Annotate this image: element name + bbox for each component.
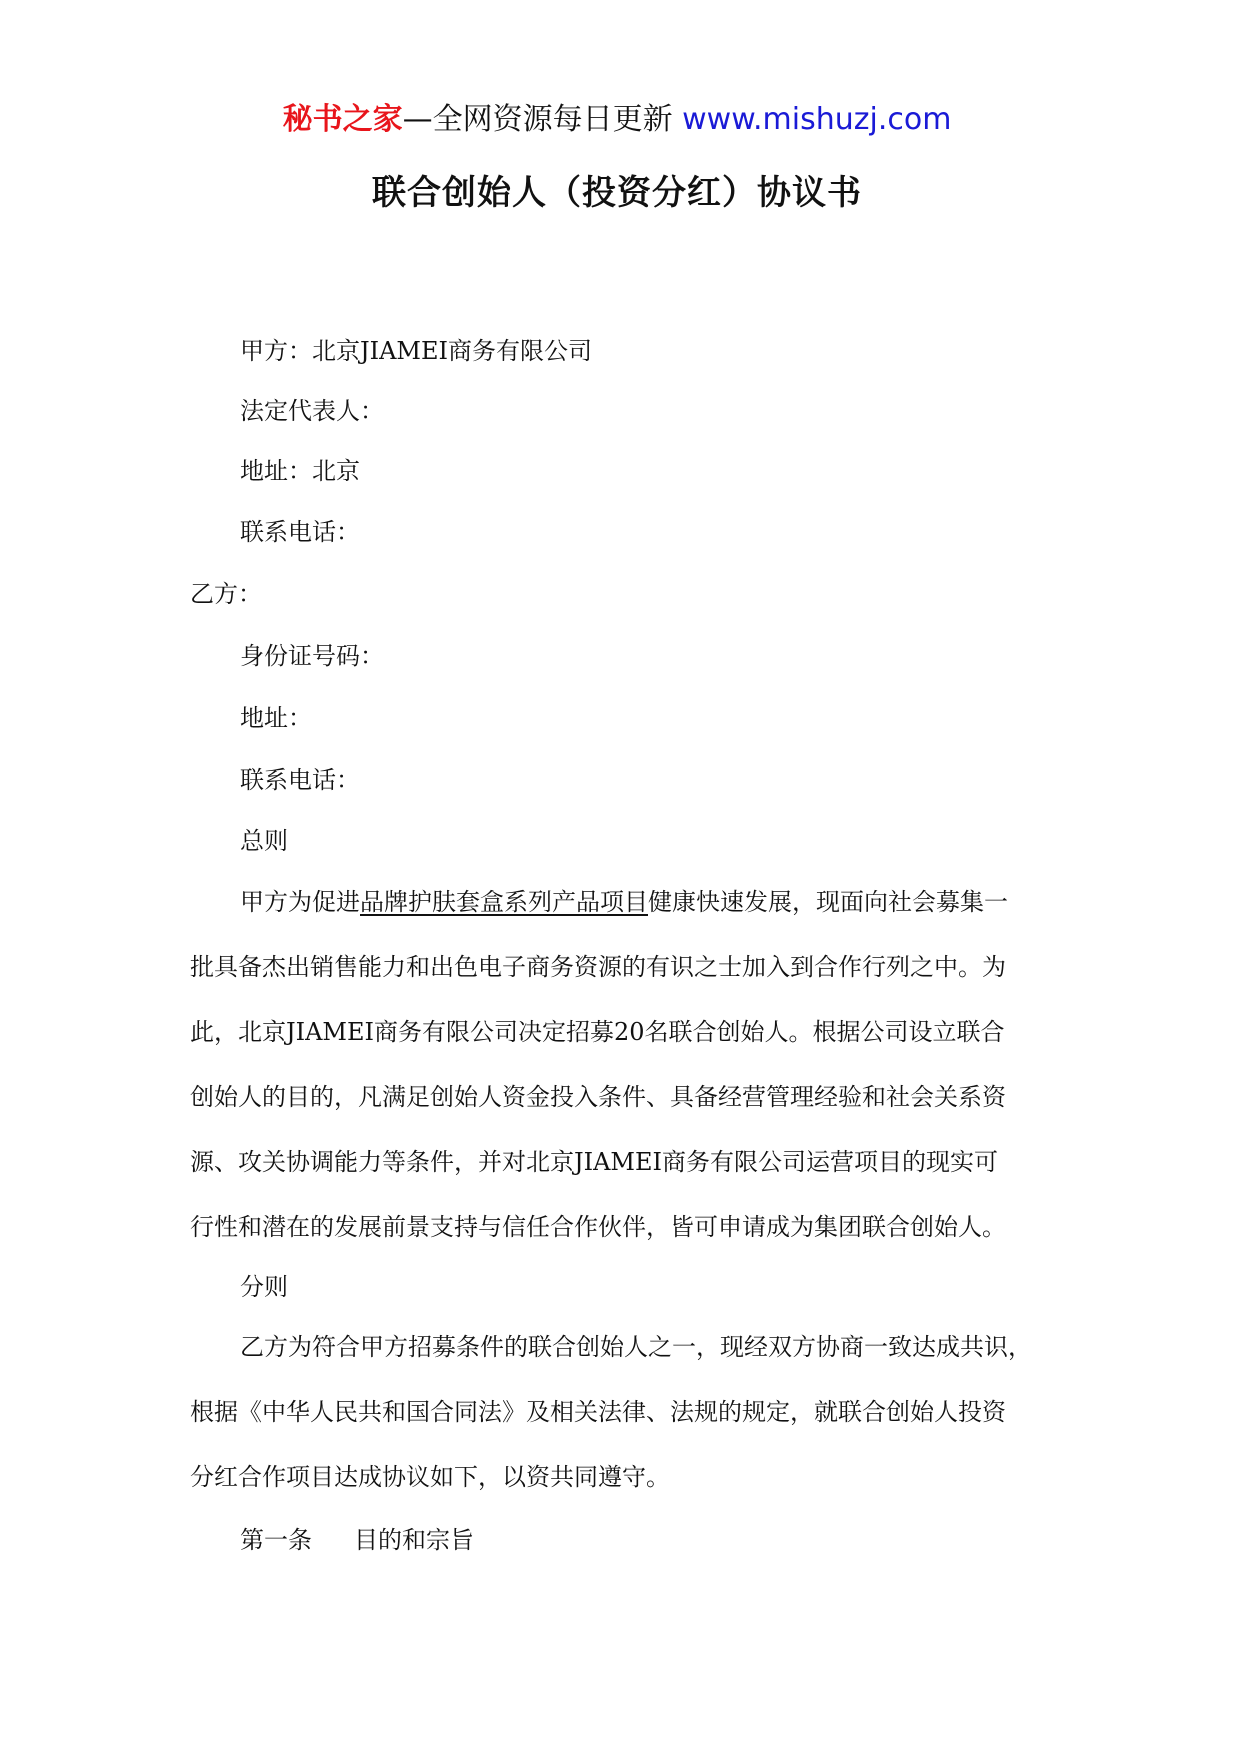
general-paragraph-line: 创始人的目的，凡满足创始人资金投入条件、具备经营管理经验和社会关系资 [190, 1083, 1006, 1111]
party-a-phone: 联系电话： [240, 518, 360, 546]
article-one-title: 目的和宗旨 [354, 1526, 474, 1554]
general-p1-project-name: 品牌护肤套盒系列产品项目 [360, 888, 648, 916]
specific-heading: 分则 [240, 1273, 288, 1301]
banner-brand: 秘书之家 [282, 102, 403, 137]
specific-paragraph-line: 根据《中华人民共和国合同法》及相关法律、法规的规定，就联合创始人投资 [190, 1398, 1006, 1426]
article-one-number: 第一条 [240, 1526, 312, 1554]
site-banner [0, 100, 1234, 140]
party-b-label: 乙方： [190, 580, 262, 608]
general-heading: 总则 [240, 827, 288, 855]
general-p1-suffix: 健康快速发展，现面向社会募集一 [648, 888, 1008, 916]
general-paragraph-line: 源、攻关协调能力等条件，并对北京JIAMEI商务有限公司运营项目的现实可 [190, 1148, 999, 1176]
party-b-address: 地址： [240, 704, 312, 732]
party-b-id-number: 身份证号码： [240, 642, 384, 670]
banner-url-link[interactable]: www.mishuzj.com [682, 102, 952, 137]
general-paragraph-line: 此，北京JIAMEI商务有限公司决定招募20名联合创始人。根据公司设立联合 [190, 1018, 1005, 1046]
party-a-representative: 法定代表人： [240, 397, 384, 425]
general-paragraph-first-line [240, 885, 1008, 919]
document-title: 联合创始人（投资分红）协议书 [372, 173, 862, 213]
party-a-address: 地址：北京 [240, 457, 360, 485]
party-a-name: 甲方：北京JIAMEI商务有限公司 [240, 337, 593, 365]
general-paragraph-line: 批具备杰出销售能力和出色电子商务资源的有识之士加入到合作行列之中。为 [190, 953, 1006, 981]
banner-slogan: —全网资源每日更新 [402, 102, 673, 137]
general-paragraph-line: 行性和潜在的发展前景支持与信任合作伙伴，皆可申请成为集团联合创始人。 [190, 1213, 1006, 1241]
general-p1-prefix: 甲方为促进 [240, 888, 360, 916]
specific-paragraph-line: 分红合作项目达成协议如下，以资共同遵守。 [190, 1463, 670, 1491]
specific-paragraph-first-line: 乙方为符合甲方招募条件的联合创始人之一，现经双方协商一致达成共识， [240, 1333, 1032, 1361]
article-one-heading [240, 1523, 474, 1557]
party-b-phone: 联系电话： [240, 766, 360, 794]
